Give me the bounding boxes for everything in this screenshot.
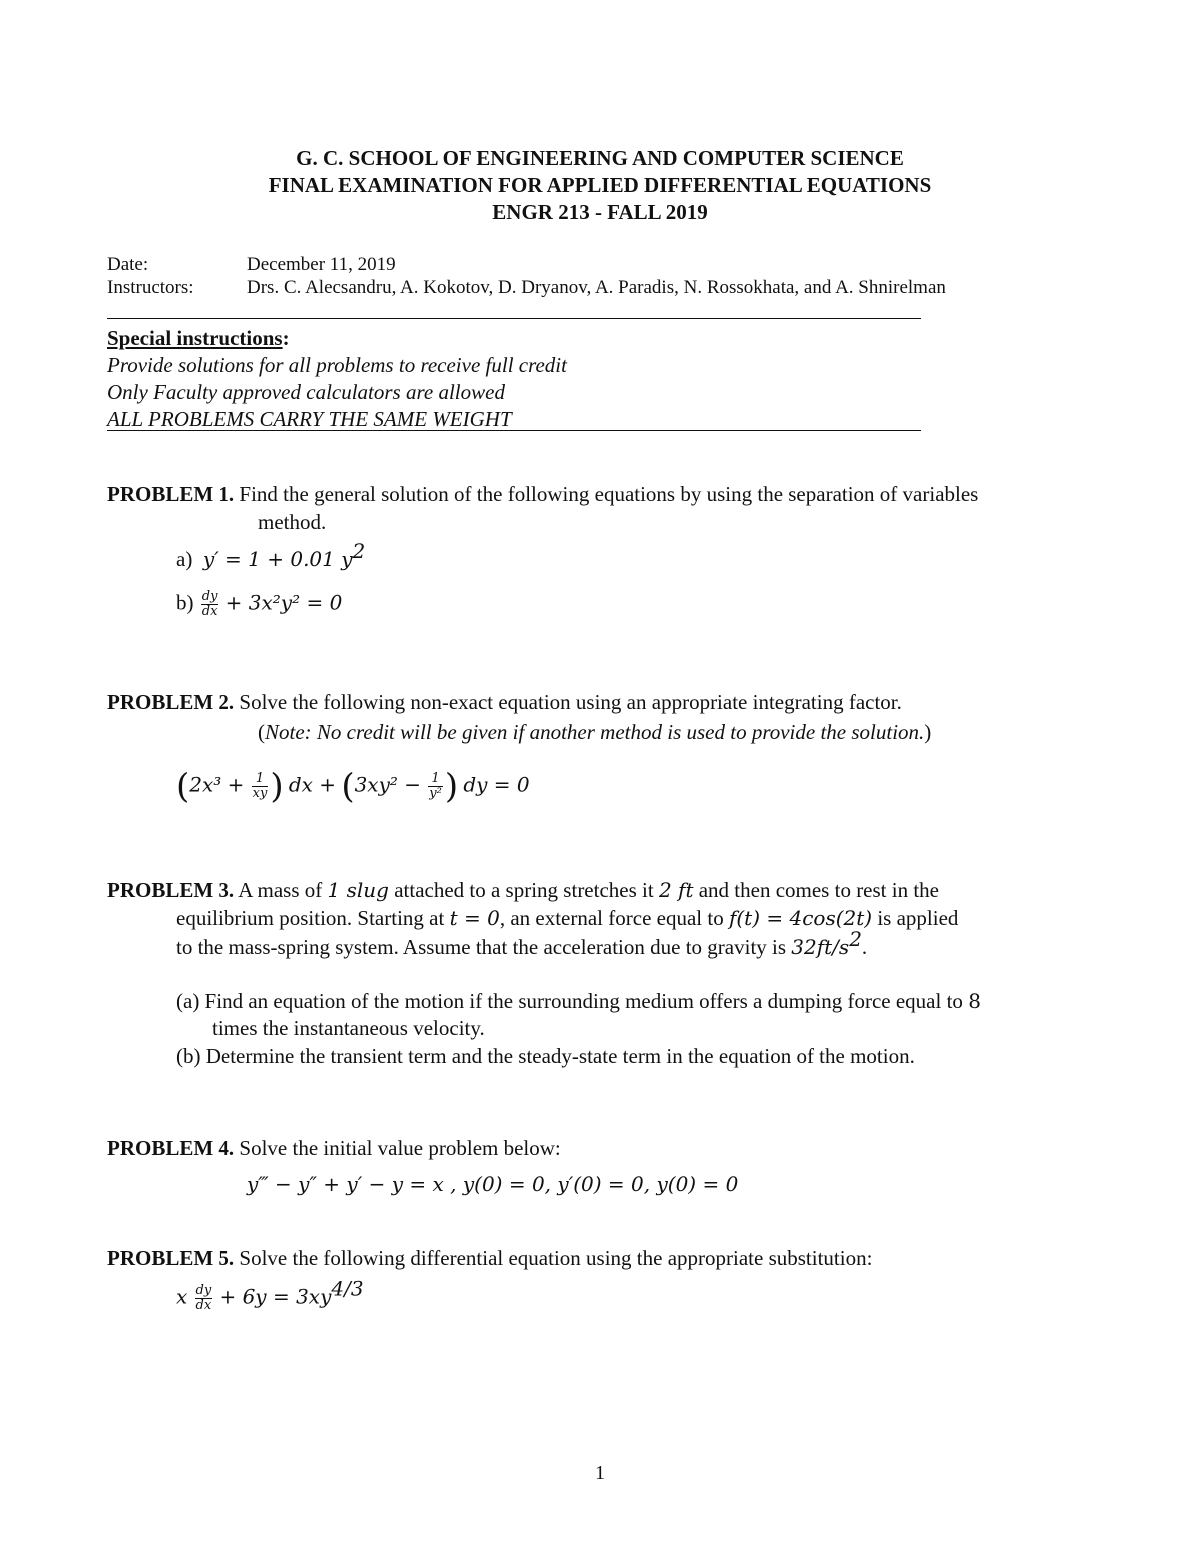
problem-3-part-a-line-1: (a) Find an equation of the motion if the surrounding medium offers a dumping force equal to 8 bbox=[176, 989, 981, 1013]
problem-2-note: (Note: No credit will be given if another method is used to provide the solution.) bbox=[258, 720, 932, 744]
instructors-label: Instructors: bbox=[107, 277, 194, 298]
divider-bottom bbox=[107, 430, 921, 431]
special-instructions-heading: Special instructions bbox=[107, 326, 283, 350]
problem-5-equation: x $\frac{dy}{dx}$ + $6y = 3xy^{4/3}$ bbox=[176, 1276, 364, 1313]
problem-3-part-b: (b) Determine the transient term and the steady-state term in the equation of the motion. bbox=[176, 1044, 915, 1068]
problem-1-label: PROBLEM 1. bbox=[107, 482, 235, 506]
problem-1b-fraction: $\frac{dy}{dx}$ bbox=[201, 589, 218, 619]
instruction-line-3: ALL PROBLEMS CARRY THE SAME WEIGHT bbox=[107, 407, 512, 431]
problem-5-label: PROBLEM 5. bbox=[107, 1246, 235, 1270]
exam-title-school: G. C. SCHOOL OF ENGINEERING AND COMPUTER SCIENCE bbox=[296, 146, 904, 170]
page-number: 1 bbox=[595, 1462, 605, 1484]
problem-2-equation: (2x³ + $\frac{1}{xy}$ ) dx + (3xy² − $\frac{1}{\text{y²}}$ ) dy = 0 bbox=[176, 766, 530, 807]
problem-4-line-1: PROBLEM 4. Solve the initial value problem below: bbox=[107, 1136, 561, 1160]
problem-4-label: PROBLEM 4. bbox=[107, 1136, 235, 1160]
problem-3-part-a-line-2: times the instantaneous velocity. bbox=[212, 1016, 485, 1040]
problem-3-line-1: PROBLEM 3. A mass of 1 slug attached to a spring stretches it 2 ft and then comes to rest in the bbox=[107, 878, 940, 902]
problem-2-line-1: PROBLEM 2. Solve the following non-exact equation using an appropriate integrating factor. bbox=[107, 690, 902, 714]
problem-2-fraction-2: $\frac{1}{\text{y²}}$ bbox=[429, 771, 442, 801]
divider-top bbox=[107, 318, 921, 319]
date-label: Date: bbox=[107, 254, 149, 275]
problem-2-fraction-1: $\frac{1}{xy}$ bbox=[252, 771, 268, 801]
exam-title-term: ENGR 213 - FALL 2019 bbox=[492, 200, 708, 224]
problem-5-line-1: PROBLEM 5. Solve the following differential equation using the appropriate substitution: bbox=[107, 1246, 873, 1270]
instruction-line-2: Only Faculty approved calculators are allowed bbox=[107, 380, 505, 404]
problem-1b-equation: + 3x²y² = 0 bbox=[225, 590, 343, 615]
problem-2-label: PROBLEM 2. bbox=[107, 690, 235, 714]
problem-3-line-2: equilibrium position. Starting at t = 0, an external force equal to f(t) = 4cos(2t) is applied bbox=[176, 906, 959, 930]
exam-title-course: FINAL EXAMINATION FOR APPLIED DIFFERENTIAL EQUATIONS bbox=[268, 173, 932, 197]
special-instructions-title: Special instructions: bbox=[107, 326, 290, 350]
problem-5-fraction: $\frac{dy}{dx}$ bbox=[195, 1283, 212, 1313]
problem-1-part-b: b) $\frac{dy}{dx}$ + 3x²y² = 0 bbox=[176, 589, 343, 619]
problem-1-line-1: PROBLEM 1. Find the general solution of the following equations by using the separation of variables bbox=[107, 482, 979, 506]
problem-4-equation: y‴ − y″ + y′ − y = x , y(0) = 0, y′(0) = 0, y(0) = 0 bbox=[247, 1172, 739, 1196]
problem-1-line-2: method. bbox=[258, 510, 327, 534]
problem-1a-equation: y′ = 1 + 0.01 y bbox=[202, 547, 353, 571]
date-value: December 11, 2019 bbox=[247, 254, 396, 275]
problem-3-label: PROBLEM 3. bbox=[107, 878, 235, 902]
instruction-line-1: Provide solutions for all problems to receive full credit bbox=[107, 353, 567, 377]
instructors-value: Drs. C. Alecsandru, A. Kokotov, D. Dryanov, A. Paradis, N. Rossokhata, and A. Shnirelman bbox=[247, 277, 946, 298]
problem-1-part-a: a) y′ = 1 + 0.01 $y^2$ bbox=[176, 539, 366, 571]
problem-3-line-3: to the mass-spring system. Assume that the acceleration due to gravity is $32ft/s^2$. bbox=[176, 927, 868, 959]
